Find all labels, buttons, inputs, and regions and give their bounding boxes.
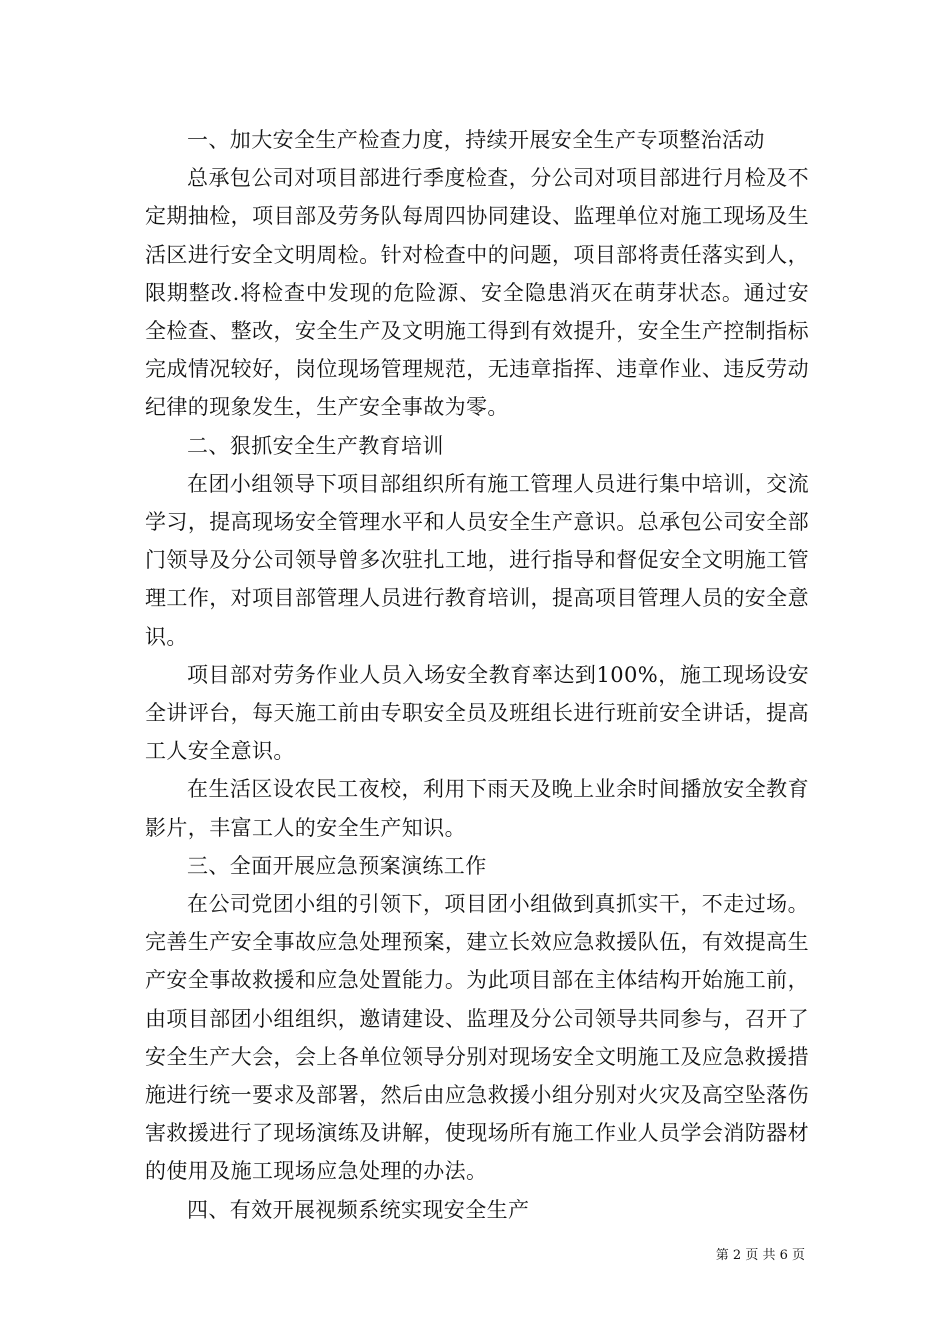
paragraph: 在公司党团小组的引领下，项目团小组做到真抓实干，不走过场。完善生产安全事故应急处理预案，建立长效应急救援队伍，有效提高生产安全事故救援和应急处置能力。为此项目部在主体结构开始施工前，由项目部团小组组织，邀请建设、监理及分公司领导共同参与，召开了安全生产大会，会上各单位领导分别对现场安全文明施工及应急救援措施进行统一要求及部署，然后由应急救援小组分别对火灾及高空坠落伤害救援进行了现场演练及讲解，使现场所有施工作业人员学会消防器材的使用及施工现场应急处理的办法。 (145, 892, 809, 1184)
section-heading-4: 四、有效开展视频系统实现安全生产 (187, 1197, 530, 1222)
section-heading-1: 一、加大安全生产检查力度，持续开展安全生产专项整治活动 (187, 128, 765, 152)
paragraph: 项目部对劳务作业人员入场安全教育率达到100%，施工现场设安全讲评台，每天施工前由专职安全员及班组长进行班前安全讲话，提高工人安全意识。 (145, 662, 809, 764)
paragraph: 总承包公司对项目部进行季度检查，分公司对项目部进行月检及不定期抽检，项目部及劳务队每周四协同建设、监理单位对施工现场及生活区进行安全文明周检。针对检查中的问题，项目部将责任落实到人，限期整改.将检查中发现的危险源、安全隐患消灭在萌芽状态。通过安全检查、整改，安全生产及文明施工得到有效提升，安全生产控制指标完成情况较好，岗位现场管理规范，无违章指挥、违章作业、违反劳动纪律的现象发生，生产安全事故为零。 (145, 166, 809, 420)
document-body (145, 121, 809, 1229)
paragraph: 在生活区设农民工夜校，利用下雨天及晚上业余时间播放安全教育影片，丰富工人的安全生产知识。 (145, 777, 809, 840)
section-heading-3: 三、全面开展应急预案演练工作 (187, 853, 487, 878)
page-number: 第 2 页 共 6 页 (715, 1248, 805, 1263)
paragraph: 在团小组领导下项目部组织所有施工管理人员进行集中培训，交流学习，提高现场安全管理水平和人员安全生产意识。总承包公司安全部门领导及分公司领导曾多次驻扎工地，进行指导和督促安全文明施工管理工作，对项目部管理人员进行教育培训，提高项目管理人员的安全意识。 (145, 471, 809, 649)
section-heading-2: 二、狠抓安全生产教育培训 (187, 433, 444, 458)
